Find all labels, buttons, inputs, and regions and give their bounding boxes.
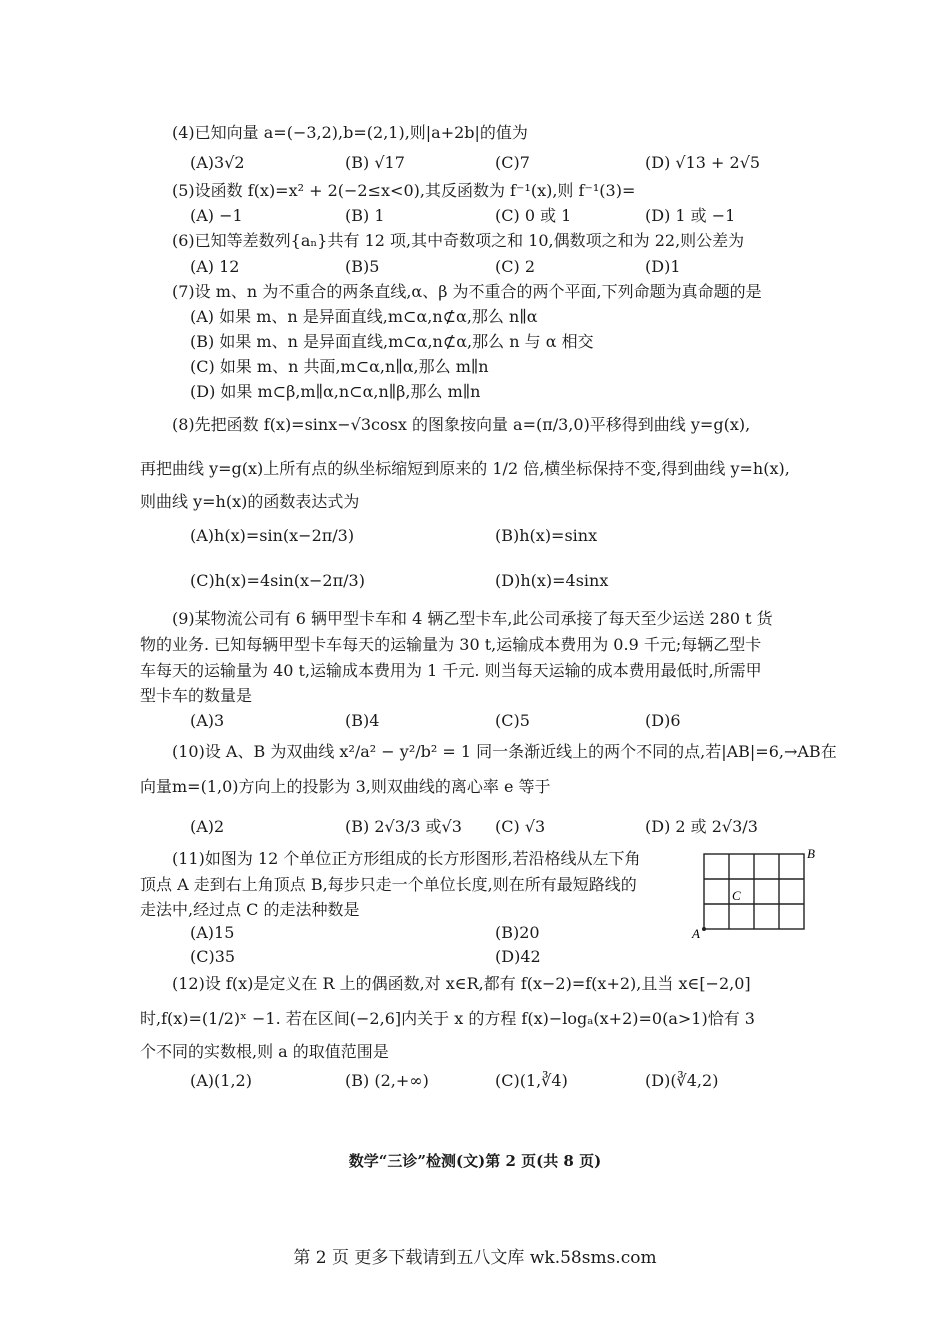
q5-option-a: (A) −1 (190, 206, 243, 225)
label-c: C (732, 888, 741, 903)
q10-option-d: (D) 2 或 2√3/3 (645, 817, 758, 836)
label-a: A (692, 926, 700, 941)
q11-option-b: (B)20 (495, 923, 540, 942)
q12-line1: (12)设 f(x)是定义在 R 上的偶函数,对 x∈R,都有 f(x−2)=f(x+2),且当 x∈[−2,0] (172, 974, 751, 993)
label-b: B (807, 846, 815, 861)
q8-option-b: (B)h(x)=sinx (495, 526, 598, 545)
q7-option-d: (D) 如果 m⊂β,m∥α,n⊂α,n∥β,那么 m∥n (190, 382, 481, 401)
q8-option-d: (D)h(x)=4sinx (495, 571, 609, 590)
q9-line2: 物的业务. 已知每辆甲型卡车每天的运输量为 30 t,运输成本费用为 0.9 千元;每辆乙型卡 (140, 635, 762, 654)
q11-line3: 走法中,经过点 C 的走法种数是 (140, 900, 360, 919)
q10-option-b: (B) 2√3/3 或√3 (345, 817, 462, 836)
q4-stem: (4)已知向量 a=(−3,2),b=(2,1),则|a+2b|的值为 (172, 123, 528, 142)
q8-option-a: (A)h(x)=sin(x−2π/3) (190, 526, 355, 545)
q12-line2: 时,f(x)=(1/2)ˣ −1. 若在区间(−2,6]内关于 x 的方程 f(x)−logₐ(x+2)=0(a>1)恰有 3 (140, 1009, 755, 1028)
q5-stem: (5)设函数 f(x)=x² + 2(−2≤x<0),其反函数为 f⁻¹(x),则 f⁻¹(3)= (172, 181, 636, 200)
q6-option-b: (B)5 (345, 257, 380, 276)
q7-option-b: (B) 如果 m、n 是异面直线,m⊂α,n⊄α,那么 n 与 α 相交 (190, 332, 594, 351)
q9-option-d: (D)6 (645, 711, 681, 730)
grid-figure (690, 842, 830, 942)
q4-option-d: (D) √13 + 2√5 (645, 153, 761, 172)
q9-line4: 型卡车的数量是 (140, 686, 253, 705)
q6-option-d: (D)1 (645, 257, 681, 276)
q8-option-c: (C)h(x)=4sin(x−2π/3) (190, 571, 365, 590)
page-footer: 数学“三诊”检测(文)第 2 页(共 8 页) (348, 1152, 602, 1170)
q4-option-b: (B) √17 (345, 153, 405, 172)
q12-line3: 个不同的实数根,则 a 的取值范围是 (140, 1042, 389, 1061)
q6-option-c: (C) 2 (495, 257, 535, 276)
q12-option-a: (A)(1,2) (190, 1071, 252, 1090)
q11-option-d: (D)42 (495, 947, 541, 966)
q12-option-b: (B) (2,+∞) (345, 1071, 429, 1090)
q11-line1: (11)如图为 12 个单位正方形组成的长方形图形,若沿格线从左下角 (172, 849, 641, 868)
q7-option-c: (C) 如果 m、n 共面,m⊂α,n∥α,那么 m∥n (190, 357, 489, 376)
q5-option-b: (B) 1 (345, 206, 385, 225)
q4-option-c: (C)7 (495, 153, 530, 172)
q11-option-c: (C)35 (190, 947, 236, 966)
q10-option-c: (C) √3 (495, 817, 546, 836)
q6-option-a: (A) 12 (190, 257, 240, 276)
q10-line2: 向量m=(1,0)方向上的投影为 3,则双曲线的离心率 e 等于 (140, 777, 551, 796)
q9-line1: (9)某物流公司有 6 辆甲型卡车和 4 辆乙型卡车,此公司承接了每天至少运送 280 t 货 (172, 609, 773, 628)
q5-option-d: (D) 1 或 −1 (645, 206, 736, 225)
q9-option-b: (B)4 (345, 711, 380, 730)
q10-option-a: (A)2 (190, 817, 225, 836)
download-notice: 第 2 页 更多下载请到五八文库 wk.58sms.com (293, 1248, 657, 1268)
q11-option-a: (A)15 (190, 923, 235, 942)
q4-option-a: (A)3√2 (190, 153, 245, 172)
q7-option-a: (A) 如果 m、n 是异面直线,m⊂α,n⊄α,那么 n∥α (190, 307, 538, 326)
q6-stem: (6)已知等差数列{aₙ}共有 12 项,其中奇数项之和 10,偶数项之和为 22,则公差为 (172, 231, 745, 250)
q10-line1: (10)设 A、B 为双曲线 x²/a² − y²/b² = 1 同一条渐近线上的两个不同的点,若|AB|=6,→AB在 (172, 742, 837, 761)
q9-option-a: (A)3 (190, 711, 225, 730)
q8-line3: 则曲线 y=h(x)的函数表达式为 (140, 492, 360, 511)
q12-option-d: (D)(∛4,2) (645, 1071, 719, 1090)
q8-line1: (8)先把函数 f(x)=sinx−√3cosx 的图象按向量 a=(π/3,0)平移得到曲线 y=g(x), (172, 415, 751, 434)
q9-line3: 车每天的运输量为 40 t,运输成本费用为 1 千元. 则当每天运输的成本费用最低时,所需甲 (140, 661, 762, 680)
q11-line2: 顶点 A 走到右上角顶点 B,每步只走一个单位长度,则在所有最短路线的 (140, 875, 637, 894)
q8-line2: 再把曲线 y=g(x)上所有点的纵坐标缩短到原来的 1/2 倍,横坐标保持不变,得到曲线 y=h(x), (140, 459, 790, 478)
point-a-dot (702, 927, 706, 931)
q12-option-c: (C)(1,∛4) (495, 1071, 568, 1090)
q9-option-c: (C)5 (495, 711, 530, 730)
q5-option-c: (C) 0 或 1 (495, 206, 572, 225)
q7-stem: (7)设 m、n 为不重合的两条直线,α、β 为不重合的两个平面,下列命题为真命题的是 (172, 282, 762, 301)
